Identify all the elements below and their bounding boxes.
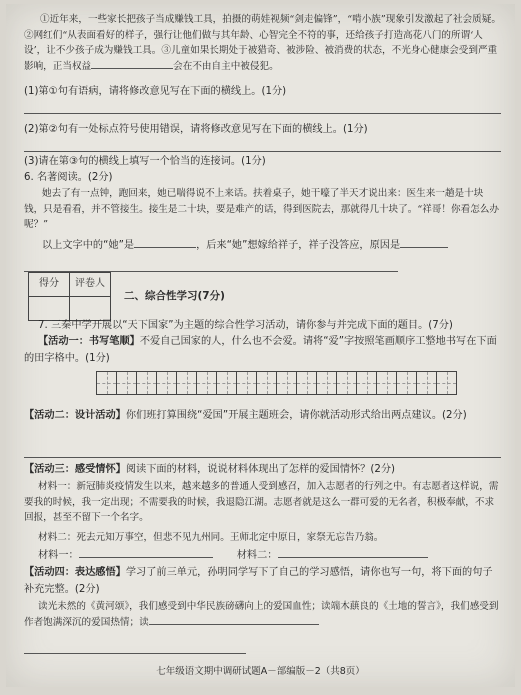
activity-4-blank[interactable] <box>149 615 319 625</box>
q6-fill-middle: ，后来“她”想嫁给祥子，祥子没答应，原因是 <box>196 240 401 251</box>
grid-cell[interactable] <box>137 372 157 394</box>
question-3: (3)请在第③句的横线上填写一个恰当的连接词。(1分) <box>24 156 266 167</box>
material-1: 材料一：新冠肺炎疫情发生以来，越来越多的普通人受到感召，加入志愿者的行列之中。有志愿者这样说，需要我的时候，我一定出现；不需要我的时候，我退隐江湖。志愿者就是这么一群可爱的无名者，积极奉献，不求回报，甚至不留下一个名字。 <box>24 481 499 524</box>
activity-3-label: 【活动三：感受情怀】 <box>24 464 126 475</box>
grid-cell[interactable] <box>437 372 456 394</box>
material-1-blank[interactable] <box>79 548 213 558</box>
question-2: (2)第②句有一处标点符号使用错误，请将修改意见写在下面的横线上。(1分) <box>24 124 368 135</box>
grid-cell[interactable] <box>357 372 377 394</box>
connector-blank[interactable] <box>91 59 173 69</box>
activity-4-sentence-text: 读光未然的《黄河颂》，我们感受到中华民族磅礴向上的爱国血性；读端木蕻良的《土地的誓言》，我们感受到作者饱满深沉的爱国热情；读 <box>24 601 499 628</box>
reviewer-label: 评卷人 <box>70 273 111 297</box>
material-2: 材料二：死去元知万事空，但悲不见九州同。王师北定中原日，家祭无忘告乃翁。 <box>38 532 384 543</box>
activity-3-text: 阅读下面的材料，说说材料体现出了怎样的爱国情怀？(2分) <box>125 464 395 475</box>
grid-cell[interactable] <box>317 372 337 394</box>
passage-paragraph <box>24 12 501 74</box>
exam-page <box>6 4 515 687</box>
activity-4-label: 【活动四：表达感悟】 <box>24 567 126 578</box>
activity-1-label: 【活动一：书写笔顺】 <box>38 336 140 347</box>
q6-blank-1[interactable] <box>134 238 196 248</box>
answer-line-1[interactable] <box>24 112 501 114</box>
score-label: 得分 <box>29 273 70 297</box>
reviewer-cell[interactable] <box>70 297 111 321</box>
material-answers <box>24 548 501 565</box>
q6-blank-2[interactable] <box>400 238 448 248</box>
grid-cell[interactable] <box>417 372 437 394</box>
activity-2-text: 你们班打算围绕“爱国”开展主题班会，请你就活动形式给出两点建议。(2分) <box>125 410 467 421</box>
grid-cell[interactable] <box>97 372 117 394</box>
grid-cell[interactable] <box>197 372 217 394</box>
question-6-fill <box>24 238 501 255</box>
activity-4-line[interactable] <box>24 652 246 654</box>
section-title: 二、综合性学习(7分) <box>124 290 225 302</box>
activity-1 <box>24 334 501 367</box>
activity-4-text: 学习了前三单元，孙明同学写下了自己的学习感悟，请你也写一句，将下面的句子补充完整。(2分) <box>24 567 493 595</box>
passage-tail: 会在不由自主中被侵犯。 <box>173 60 279 72</box>
activity-2 <box>24 408 501 425</box>
grid-cell[interactable] <box>397 372 417 394</box>
grid-cell[interactable] <box>377 372 397 394</box>
grid-cell[interactable] <box>177 372 197 394</box>
tianzige-grid[interactable] <box>96 371 457 395</box>
activity-2-line[interactable] <box>24 456 501 458</box>
question-7-intro: 7. 三秦中学开展以“天下国家”为主题的综合性学习活动，请你参与并完成下面的题目。(7分) <box>38 320 453 331</box>
passage-text: ①近年来，一些家长把孩子当成赚钱工具，拍摄的萌娃视频“剑走偏锋”，“啃小族”现象引发激起了社会质疑。②网红们“从表面看好的样子，强行让他们做与其年龄、心智完全不符的事，还给孩子打造高花八门的所谓‘人设’，让不少孩子成为赚钱工具。③儿童如果长期处于被猎奇、被涉险、被消费的状态，不光身心健康会受到严重影响，正当权益 <box>24 14 501 72</box>
question-6-excerpt: 她去了有一点钟，跑回来，她已喘得说不上来话。扶着桌子，她干嚎了半天才说出来：医生来一趟是十块钱，只是看看，并不管接生。接生是二十块，要是难产的话，得到医院去，那就得几十块了。“祥哥！你看怎么办呢？” <box>24 188 499 231</box>
question-6-title: 6. 名著阅读。(2分) <box>24 172 113 183</box>
q6-fill-prefix: 以上文字中的“她”是 <box>42 240 135 251</box>
answer-line-2[interactable] <box>24 150 501 152</box>
activity-1-text: 不爱自己国家的人，什么也不会爱。请将“爱”字按照笔画顺序工整地书写在下面的田字格中。(1分) <box>24 336 497 364</box>
activity-2-label: 【活动二：设计活动】 <box>24 410 126 421</box>
question-1: (1)第①句有语病，请将修改意见写在下面的横线上。(1分) <box>24 86 287 97</box>
activity-4 <box>24 565 501 598</box>
grid-cell[interactable] <box>277 372 297 394</box>
grid-cell[interactable] <box>257 372 277 394</box>
material-2-blank[interactable] <box>278 548 428 558</box>
score-table <box>28 272 111 321</box>
page-footer: 七年级语文期中调研试题A－部编版－2（共8页） <box>156 665 365 677</box>
grid-cell[interactable] <box>217 372 237 394</box>
activity-4-sentence <box>24 599 501 630</box>
grid-cell[interactable] <box>117 372 137 394</box>
grid-cell[interactable] <box>297 372 317 394</box>
grid-cell[interactable] <box>157 372 177 394</box>
material-2-label: 材料二： <box>236 550 278 561</box>
grid-cell[interactable] <box>237 372 257 394</box>
score-cell[interactable] <box>29 297 70 321</box>
grid-cell[interactable] <box>337 372 357 394</box>
material-1-label: 材料一： <box>38 550 79 561</box>
activity-3 <box>24 462 501 479</box>
